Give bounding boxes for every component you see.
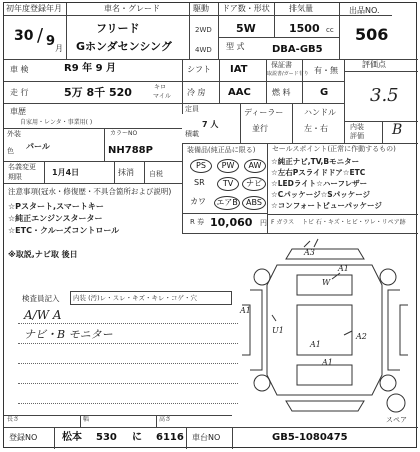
model-name: フリード (96, 22, 140, 35)
capacity-value: 7 人 (202, 120, 219, 129)
spare-label: スペア (386, 416, 407, 424)
dealer-value: 並行 (252, 124, 268, 133)
shift-label: シフト (187, 65, 211, 74)
reg-year: 30 (14, 28, 34, 44)
reg-class: 530 (96, 432, 117, 443)
width-label: 幅 (83, 416, 90, 423)
inspector-title: 検査員記入 (22, 294, 60, 303)
history-options: 自家用・レンタ・事業用( ) (20, 119, 93, 126)
inspector-note-1: A/W A (24, 308, 62, 322)
score-value: 3.5 (370, 85, 399, 106)
capacity-label: 定員 (185, 105, 199, 113)
reg-slash: / (37, 25, 44, 46)
dealer-label: ディーラー (244, 108, 284, 117)
damage-mark-a1-left: A1 (240, 306, 251, 315)
damage-mark-a1-mid: A1 (310, 340, 321, 349)
interior-score-label: 内装 (350, 123, 364, 131)
damage-mark-a1-rear: A1 (322, 358, 333, 367)
r-ticket-label: R 券 (190, 218, 205, 226)
damage-mark-a3: A3 (304, 248, 315, 257)
damage-mark-a2: A2 (356, 332, 367, 341)
glass-label: F ガラス (271, 219, 295, 226)
equip-leather: カワ (190, 197, 206, 206)
reg-year-label: 初年度登録年月 (6, 4, 62, 13)
history-label: 車歴 (10, 107, 26, 116)
equip-ps: PS (190, 159, 212, 173)
renewal-limit: 抹消 (118, 168, 134, 177)
warranty-value: 有・無 (314, 66, 338, 75)
selling-point-5: ☆コンフォートビューパッケージ (271, 201, 382, 210)
doors-value: 5W (236, 22, 256, 35)
fuel-value: G (320, 87, 329, 98)
equip-abs: ABS (242, 196, 266, 210)
damage-mark-a1-front: A1 (338, 264, 349, 273)
renewal-month: 1月4日 (52, 168, 80, 177)
grade-name: Gホンダセンシング (76, 40, 172, 53)
drive-4wd: 4WD (195, 46, 212, 54)
equip-tv: TV (217, 177, 239, 191)
renewal-label-2: 期限 (8, 173, 22, 181)
color-value: パール (26, 142, 50, 151)
reg-month-suffix: 月 (55, 44, 63, 53)
warranty-label: 保証書 (271, 61, 292, 69)
aircon-value: AAC (228, 87, 251, 98)
color-label: 色 (7, 147, 14, 155)
drive-2wd: 2WD (195, 26, 212, 34)
note-line-1: ☆Pスタート,スマートキー (8, 202, 104, 211)
reg-kana: に (132, 432, 142, 443)
interior-score-value: B (392, 122, 403, 138)
height-label: 高さ (159, 416, 172, 423)
damage-mark-w: W (322, 278, 331, 287)
glass-options: トビ 石・キズ・ヒビ・ワレ・リペア跡 (302, 219, 406, 226)
equip-sr: SR (194, 178, 205, 187)
warranty-sublabel: 取説書/ガード有り (267, 71, 309, 77)
note-extra: ※取説,ナビ取 後日 (8, 250, 78, 259)
selling-point-2: ☆左右Pスライドドア☆ETC (271, 168, 366, 177)
color-no-label: カラーNO (110, 130, 138, 137)
equip-navi: ナビ (242, 177, 266, 191)
inspection-label: 車 検 (10, 65, 29, 74)
equip-airbag: エアB (214, 196, 240, 210)
selling-point-1: ☆純正ナビ,TV,Bモニター (271, 157, 360, 166)
r-ticket-unit: 円 (260, 219, 267, 227)
reg-month: 9 (46, 34, 56, 49)
inspection-value: R9 年 9 月 (64, 63, 117, 74)
displacement-label: 排気量 (289, 4, 313, 13)
equip-aw: AW (244, 159, 266, 173)
renewal-label: 名義変更 (8, 163, 36, 171)
score-label: 評価点 (362, 60, 386, 69)
mile-unit: マイル (153, 93, 171, 100)
doors-label: ドア数・形状 (222, 4, 270, 13)
interior-score-label-2: 評価 (350, 132, 364, 140)
model-type-value: DBA-GB5 (272, 44, 323, 55)
selling-point-4: ☆Cパッケージ☆Sパッケージ (271, 190, 371, 199)
car-name-label: 車名・グレード (104, 4, 160, 13)
drive-label: 駆動 (193, 4, 209, 13)
handle-value: 左・右 (304, 124, 328, 133)
lot-number: 506 (355, 25, 389, 44)
km-unit: キロ (154, 84, 167, 91)
reg-no-label: 登録NO (9, 433, 38, 442)
equipment-title: 装備品(純正品に限る) (187, 146, 256, 154)
inspector-note-2: ナビ・B モニター (24, 328, 113, 341)
chassis-number: GB5-1080475 (272, 432, 348, 443)
color-no-value: NH788P (108, 145, 153, 156)
damage-mark-u1: U1 (272, 326, 284, 335)
shift-value: IAT (230, 64, 248, 75)
chassis-label: 車台NO (192, 433, 221, 442)
inspector-tabs: 内装 (汚)レ・スレ・キズ・キレ・コゲ・穴 (73, 294, 197, 302)
tax-label: 自税 (149, 170, 163, 178)
reg-city: 松本 (62, 432, 82, 443)
note-line-2: ☆純正エンジンスターター (8, 214, 103, 223)
car-damage-diagram (232, 235, 418, 417)
aircon-label: 冷 房 (187, 88, 206, 97)
capacity-label-2: 積載 (185, 130, 199, 138)
reg-number: 6116 (156, 432, 184, 443)
displacement-value: 1500 (289, 22, 320, 35)
fuel-label: 燃 料 (272, 88, 291, 97)
model-type-label: 型 式 (226, 42, 245, 51)
auction-sheet (3, 2, 417, 448)
selling-point-3: ☆LEDライト☆ハーフレザー (271, 179, 368, 188)
r-ticket-value: 10,060 (210, 216, 253, 229)
length-label: 長さ (7, 416, 20, 423)
mileage-label: 走 行 (10, 88, 29, 97)
mileage-value: 5万 8千 520 (64, 86, 132, 99)
cc-unit: cc (326, 26, 334, 34)
equip-pw: PW (217, 159, 239, 173)
handle-label: ハンドル (304, 108, 336, 117)
selling-points-title: セールスポイント(正常に作動するもの) (272, 145, 396, 153)
note-line-3: ☆ETC・クルーズコントロール (8, 226, 120, 235)
notes-title: 注意事項(冠水・修復歴・不具合箇所および説明) (8, 187, 172, 196)
lot-label: 出品NO. (349, 6, 380, 15)
ext-label: 外装 (7, 130, 21, 138)
